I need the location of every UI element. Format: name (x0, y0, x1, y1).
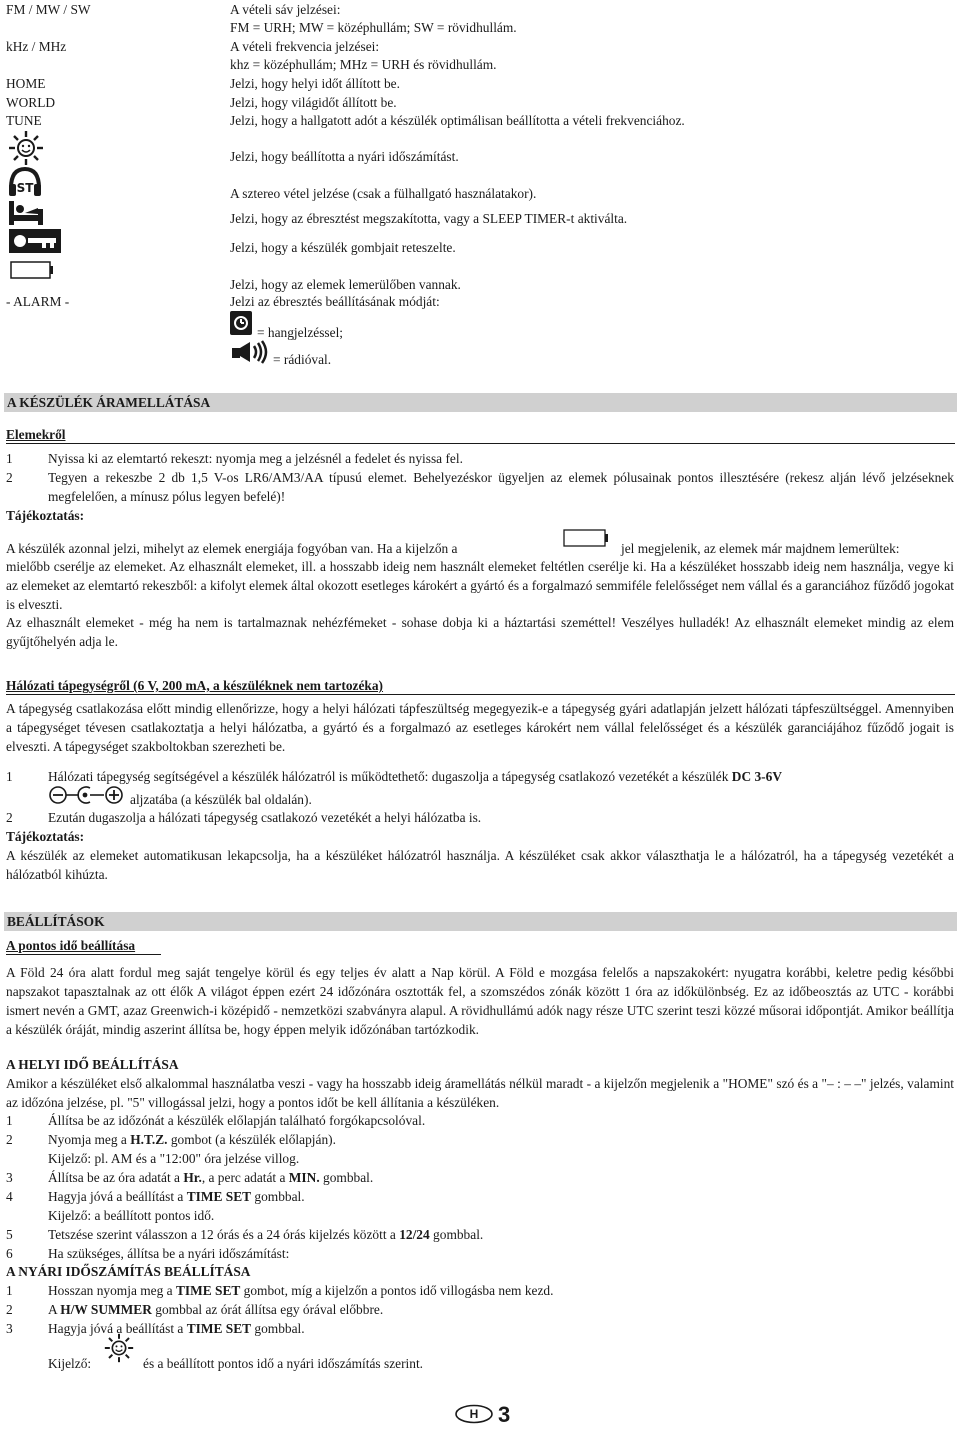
note-label: Tájékoztatás: (6, 829, 85, 844)
step-text-part: A (48, 1302, 61, 1317)
step-number: 3 (6, 1170, 13, 1185)
alarm-radio-label: = rádióval. (273, 352, 332, 367)
step-text-part: gombbal. (319, 1170, 374, 1185)
section-settings-title: BEÁLLÍTÁSOK (4, 912, 957, 931)
step-text-part: Nyomja meg a (48, 1132, 131, 1147)
alarm-buzzer-label: = hangjelzéssel; (257, 325, 344, 340)
step-text (48, 1130, 954, 1149)
adapter-paragraph: A tápegység csatlakozása előtt mindig ellenőrizze, hogy a helyi hálózati tápfeszültség megegyezik-e a tápegység gyári adatlapján jelzett hálózati tápfeszültséggel. Amennyiben a tápegységet tévesen csatlakoztatja a helyi hálózatba, a gyártó és a forgalmazó az esetleges károkért nem vállal felelősséget és a készülék garanciájához fűződő jogait is elveszti. A tápegységet szakboltokban szerezheti be. (6, 701, 954, 754)
step-text-part: , a perc adatát a (201, 1170, 289, 1185)
legend-desc: A vételi frekvencia jelzései: (230, 39, 380, 54)
step-text: Nyissa ki az elemtartó rekeszt: nyomja meg a jelzésnél a fedelet és nyissa fel. (48, 451, 463, 466)
note-text: A készülék az elemeket automatikusan lekapcsolja, ha a készüléket hálózatról használja. A készüléket csak akkor választhatja le a hálózatról, ha a tápegység vezetékét a hálózatból kihúzta. (6, 848, 954, 882)
battery-step (6, 468, 954, 506)
numbered-step (6, 1168, 954, 1187)
legend-desc: Jelzi, hogy világidőt állított be. (230, 95, 397, 110)
step-text (48, 1111, 954, 1130)
dc-jack-label: DC 3-6V (731, 769, 783, 784)
step-text-part: gombbal az órát állítsa egy órával előbbre. (151, 1302, 384, 1317)
step-text (48, 1319, 954, 1338)
legend-desc: Jelzi, hogy az ébresztést megszakította, vagy a SLEEP TIMER-t aktiválta. (230, 211, 628, 226)
stereo-headphone-icon (8, 166, 42, 198)
numbered-step (6, 1111, 954, 1130)
legend-term: WORLD (6, 95, 56, 110)
polarity-icon (48, 784, 124, 806)
step-number: 2 (6, 470, 13, 485)
dst-display-text: és a beállított pontos idő a nyári időszámítás szerint. (143, 1356, 424, 1371)
key-lock-icon (8, 228, 62, 254)
numbered-step (6, 1244, 954, 1263)
exact-time-heading: A pontos idő beállítása (6, 936, 161, 955)
step-number: 1 (6, 1283, 13, 1298)
legend-desc: khz = középhullám; MHz = URH és rövidhullám. (230, 57, 497, 72)
note-text: Az elhasznált elemeket - még ha nem is tartalmaznak nehézfémeket - sohase dobja ki a háztartási szeméttel! Veszélyes hulladék! Az elhasznált elemeket mindig az elem gyűjtőhelyén adja le. (6, 615, 954, 649)
note-text: mielőbb cserélje az elemeket. Az elhasznált elemeket, ill. a hosszabb ideig nem használt elemeket feltétlen cserélje ki. Ha a készüléket hosszabb ideig nem használja, vegye ki az elemeket az elemtartó rekeszből: a kifolyt elemek által okozott esetleges károkért a gyártó és a forgalmazó semmiféle felelősséget nem vállal és a garanciához fűződő jogokat is elveszti. (6, 559, 954, 612)
button-name: MIN. (288, 1170, 320, 1185)
step-text-part: Ha szükséges, állítsa be a nyári időszámítást: (48, 1246, 290, 1261)
button-name: TIME SET (186, 1321, 252, 1336)
numbered-step (6, 1225, 954, 1244)
svg-text:ST: ST (16, 181, 34, 195)
legend-desc: Jelzi, hogy beállította a nyári időszámítást. (230, 149, 459, 164)
step-text: Ezután dugaszolja a hálózati tápegység csatlakozó vezetékét a helyi hálózatba is. (48, 810, 482, 825)
dst-display-label: Kijelző: (48, 1356, 92, 1371)
dst-heading: A NYÁRI IDŐSZÁMÍTÁS BEÁLLÍTÁSA (6, 1264, 251, 1279)
section-power-title: A KÉSZÜLÉK ÁRAMELLÁTÁSA (4, 393, 957, 412)
step-text (48, 1206, 954, 1225)
numbered-step (6, 1281, 954, 1300)
numbered-step (6, 1130, 954, 1149)
step-text-part: Állítsa be az óra adatát a (48, 1170, 184, 1185)
legend-desc: Jelzi az ébresztés beállításának módját: (230, 294, 440, 309)
note-label: Tájékoztatás: (6, 508, 85, 523)
step-text (48, 1300, 954, 1319)
step-text: aljzatába (a készülék bal oldalán). (130, 792, 312, 807)
legend-desc: FM = URH; MW = középhullám; SW = rövidhullám. (230, 20, 517, 35)
button-name: H/W SUMMER (60, 1302, 152, 1317)
step-number: 2 (6, 810, 13, 825)
language-badge (454, 1404, 494, 1424)
step-text-part: Hagyja jóvá a beállítást a (48, 1321, 187, 1336)
note-text: A készülék azonnal jelzi, mihelyt az elemek energiája fogyóban van. Ha a kijelzőn a (6, 541, 458, 556)
step-text (48, 1168, 954, 1187)
step-text (48, 1244, 954, 1263)
step-text (48, 1225, 954, 1244)
step-text-part: Kijelző: pl. AM és a "12:00" óra jelzése villog. (48, 1151, 300, 1166)
step-number: 2 (6, 1132, 13, 1147)
numbered-step (6, 1149, 954, 1168)
step-text (48, 1281, 954, 1300)
legend-term: TUNE (6, 113, 42, 128)
step-number: 1 (6, 451, 13, 466)
step-text (48, 1187, 954, 1206)
step-number: 4 (6, 1189, 13, 1204)
step-text-part: Tetszése szerint válasszon a 12 órás és a 24 órás kijelzés között a (48, 1227, 400, 1242)
exact-time-paragraph: A Föld 24 óra alatt fordul meg saját tengelye körül és egy teljes év alatt a Nap körül. A Föld e mozgása felelős a napszakokért: nyugatra korábbi, keletre pedig későbbi napszakot tapasztalnak az ott élők A világot éppen ezért 24 időzónára osztották fel, a szomszédos zónák között 1 óra az időkülönbség. Ez az időbeosztás az UTC - korábbi ismert nevén a GMT, azaz Greenwich-i középidő - nemzetközi szabványra alapul. A rövidhullámú adók nagy része UTC szerint teszi közzé műsorai időpontját. Amikor beállítja a készülék óráját, mindig aszerint állítsa be, hogy éppen melyik időzónában tartózkodik. (6, 965, 954, 1037)
step-text-part: gombot (a készülék előlapján). (167, 1132, 336, 1147)
legend-term: HOME (6, 76, 46, 91)
adapter-heading: Hálózati tápegységről (6 V, 200 mA, a készüléknek nem tartozéka) (6, 676, 955, 695)
legend-desc: Jelzi, hogy a hallgatott adót a készülék optimálisan beállította a vételi frekvenciához. (230, 113, 685, 128)
battery-empty-icon (563, 529, 609, 547)
page-number: 3 (498, 1402, 511, 1427)
step-number: 1 (6, 1113, 13, 1128)
numbered-step (6, 1319, 954, 1338)
sleep-bed-icon (8, 200, 44, 226)
language-badge-label: H (469, 1407, 479, 1421)
sun-dst-icon (8, 130, 44, 166)
legend-term: FM / MW / SW (6, 2, 91, 17)
legend-term: kHz / MHz (6, 39, 67, 54)
numbered-step (6, 1187, 954, 1206)
step-text-part: Hosszan nyomja meg a (48, 1283, 176, 1298)
step-text-part: gombbal. (251, 1189, 305, 1204)
button-name: TIME SET (175, 1283, 241, 1298)
step-number: 3 (6, 1321, 13, 1336)
step-text-part: Kijelző: a beállított pontos idő. (48, 1208, 215, 1223)
step-number: 5 (6, 1227, 13, 1242)
legend-desc: Jelzi, hogy a készülék gombjait reteszelte. (230, 240, 456, 255)
alarm-buzzer-icon (230, 311, 252, 335)
battery-step (6, 449, 954, 468)
legend-desc: Jelzi, hogy helyi időt állított be. (230, 76, 400, 91)
alarm-radio-icon (230, 340, 270, 364)
numbered-step (6, 1300, 954, 1319)
step-text (48, 1149, 954, 1168)
button-name: Hr. (183, 1170, 202, 1185)
button-name: H.T.Z. (130, 1132, 168, 1147)
step-text-part: gombot, míg a kijelzőn a pontos idő villogásba nem kezd. (240, 1283, 554, 1298)
batteries-heading: Elemekről (6, 425, 955, 444)
adapter-step (6, 767, 954, 786)
local-time-paragraph: Amikor a készüléket első alkalommal használatba veszi - vagy ha hosszabb ideig áramellátás nélkül maradt - a kijelzőn megjelenik a "HOME" szó és a "– : – –" jelzés, valamint az időzóna jelzése, pl. "5" villogással jelzi, hogy a pontos időt be kell állítania a készüléken. (6, 1076, 954, 1110)
step-text: Hálózati tápegység segítségével a készülék hálózatról is működtethető: dugaszolja a tápegység csatlakozó vezetékét a készülék (48, 769, 729, 784)
step-text-part: gombbal. (429, 1227, 484, 1242)
step-text-part: Hagyja jóvá a beállítást a (48, 1189, 187, 1204)
battery-empty-icon (10, 261, 54, 279)
local-time-heading: A HELYI IDŐ BEÁLLÍTÁSA (6, 1057, 179, 1072)
note-text: jel megjelenik, az elemek már majdnem lemerültek: (621, 541, 900, 556)
adapter-step (6, 808, 954, 827)
sun-dst-icon (104, 1333, 134, 1363)
button-name: TIME SET (186, 1189, 252, 1204)
numbered-step (6, 1206, 954, 1225)
step-text: Tegyen a rekeszbe 2 db 1,5 V-os LR6/AM3/AA típusú elemet. Behelyezéskor ügyeljen az elemek pólusainak pontos illesztésére (rekesz alján lévő jelzéseknek megfelelően, a mínusz pólus legyen befelé)! (48, 470, 954, 504)
button-name: 12/24 (399, 1227, 430, 1242)
legend-desc: A sztereo vétel jelzése (csak a fülhallgató használatakor). (230, 186, 537, 201)
legend-desc: A vételi sáv jelzései: (230, 2, 341, 17)
step-number: 2 (6, 1302, 13, 1317)
legend-term: - ALARM - (6, 294, 70, 309)
step-number: 6 (6, 1246, 13, 1261)
step-number: 1 (6, 769, 13, 784)
legend-desc: Jelzi, hogy az elemek lemerülőben vannak. (230, 277, 461, 292)
step-text-part: Állítsa be az időzónát a készülék előlapján található forgókapcsolóval. (48, 1113, 426, 1128)
step-text-part: gombbal. (251, 1321, 305, 1336)
